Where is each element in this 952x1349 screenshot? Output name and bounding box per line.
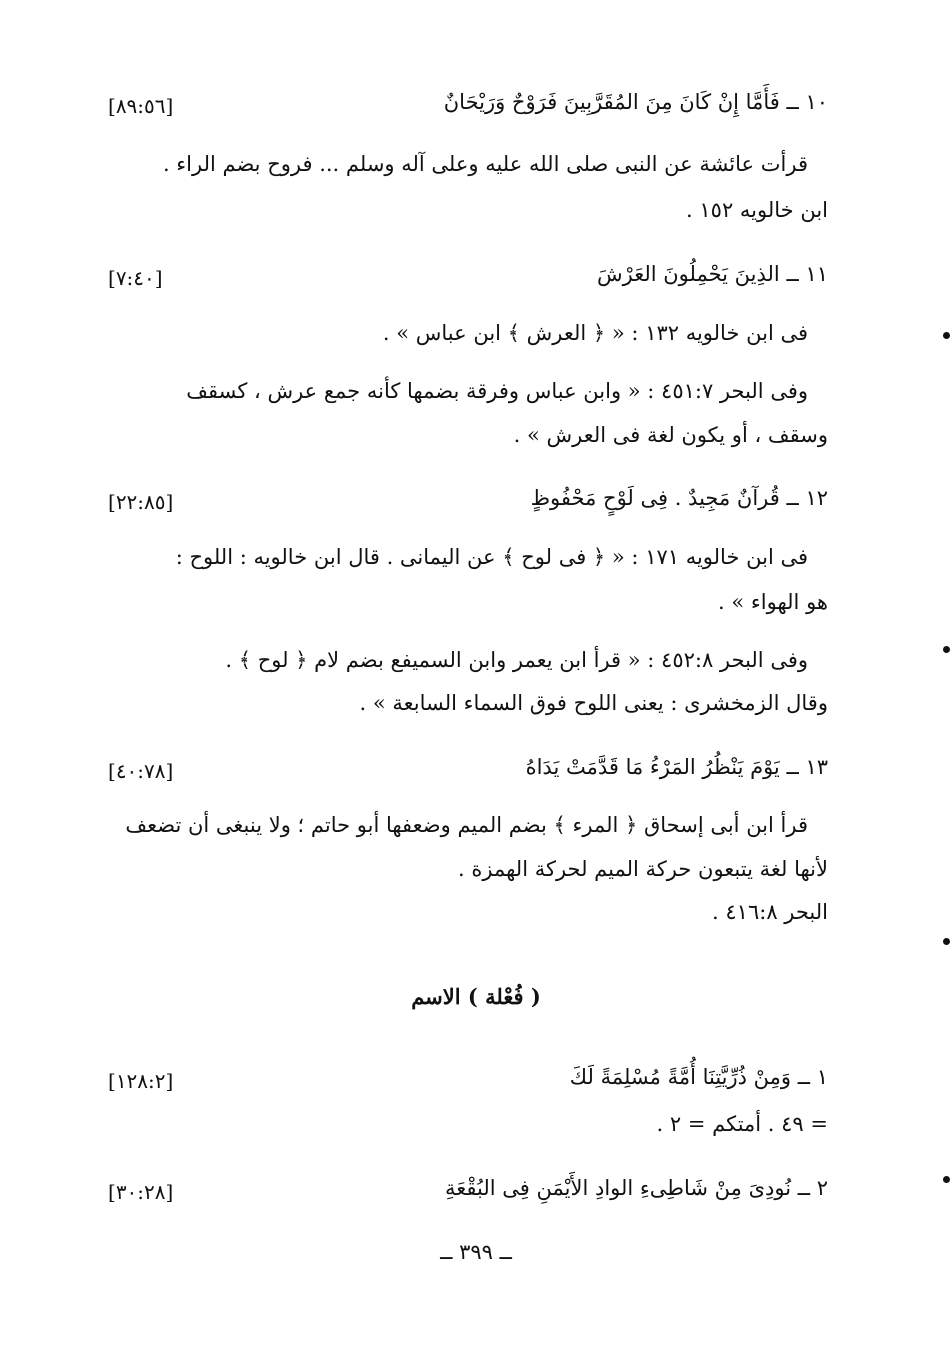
commentary-line: ابن خالويه ١٥٢ . <box>686 198 828 222</box>
commentary-line: البحر ٤١٦:٨ . <box>712 900 828 924</box>
commentary-line: فى ابن خالويه ١٣٢ : « ﴿ العرش ﴾ ابن عباس » . <box>382 321 808 345</box>
verse-reference: [٤٠:٧٨] <box>108 759 174 783</box>
scan-mark <box>943 938 950 945</box>
scan-mark <box>943 1176 950 1183</box>
verse-reference: [١٢٨:٢] <box>108 1069 174 1093</box>
commentary-line: قرأ ابن أبى إسحاق ﴿ المرء ﴾ بضم الميم وضعفها أبو حاتم ؛ ولا ينبغى أن تضعف <box>125 813 808 837</box>
verse-reference: [٧:٤٠] <box>108 266 163 290</box>
commentary-line: فى ابن خالويه ١٧١ : « ﴿ فى لوح ﴾ عن اليمانى . قال ابن خالويه : اللوح : <box>175 545 808 569</box>
commentary-line: = ٤٩ . أمتكم = ٢ . <box>656 1112 828 1136</box>
verse-line: ٢ ــ نُودِىَ مِنْ شَاطِىءِ الوادِ الأَيْمَنِ فِى البُقْعَةِ <box>445 1176 828 1200</box>
commentary-line: قرأت عائشة عن النبى صلى الله عليه وعلى آله وسلم ... فروح بضم الراء . <box>162 152 808 176</box>
verse-line: ١١ ــ الذِينَ يَحْمِلُونَ العَرْشَ <box>596 262 828 286</box>
scan-mark <box>943 332 950 339</box>
scan-mark <box>943 646 950 653</box>
commentary-line: وفى البحر ٤٥١:٧ : « وابن عباس وفرقة بضمها كأنه جمع عرش ، كسقف <box>186 379 808 403</box>
verse-line: ١٣ ــ يَوْمَ يَنْظُرُ المَرْءُ مَا قَدَّمَتْ يَدَاهُ <box>525 755 828 779</box>
page-number: ــ ٣٩٩ ــ <box>440 1240 512 1264</box>
verse-line: ١ ــ وَمِنْ ذُرِّيَّتِنَا أُمَّةً مُسْلِمَةً لَكَ <box>569 1065 828 1089</box>
verse-line: ١٢ ــ قُرآنٌ مَجِيدٌ . فِى لَوْحٍ مَحْفُوظٍ <box>530 486 828 510</box>
commentary-line: هو الهواء » . <box>718 590 828 614</box>
verse-reference: [٨٩:٥٦] <box>108 94 174 118</box>
verse-reference: [٣٠:٢٨] <box>108 1180 174 1204</box>
commentary-line: لأنها لغة يتبعون حركة الميم لحركة الهمزة . <box>458 857 828 881</box>
commentary-line: وقال الزمخشرى : يعنى اللوح فوق السماء السابعة » . <box>359 691 828 715</box>
commentary-line: وفى البحر ٤٥٢:٨ : « قرأ ابن يعمر وابن السميفع بضم لام ﴿ لوح ﴾ . <box>225 648 808 672</box>
commentary-line: وسقف ، أو يكون لغة فى العرش » . <box>513 423 828 447</box>
verse-line: ١٠ ــ فَأَمَّا إِنْ كَانَ مِنَ المُقَرَّبِينَ فَرَوْحٌ وَرَيْحَانٌ <box>443 90 828 114</box>
section-heading: ( فُعْلة ) الاسم <box>411 984 541 1009</box>
verse-reference: [٢٢:٨٥] <box>108 490 174 514</box>
